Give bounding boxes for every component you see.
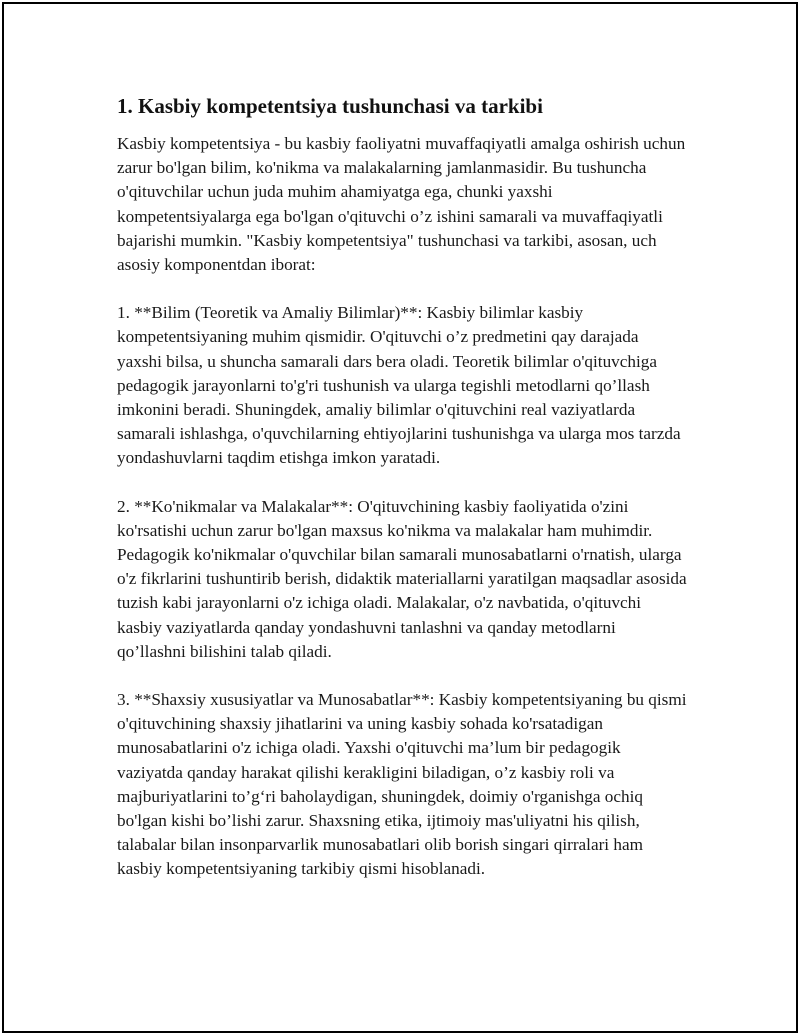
personal-qualities-paragraph: 3. **Shaxsiy xususiyatlar va Munosabatlar**: Kasbiy kompetentsiyaning bu qismi o'qituvchining shaxsiy jihatlarini va uning kasbiy sohada ko'rsatadigan munosabatlarini o'z ichiga oladi. Yaxshi o'qituvchi ma’lum bir pedagogik vaziyatda qanday harakat qilishi kerakligini biladigan, o’z kasbiy roli va majburiyatlarini to’g‘ri baholaydigan, shuningdek, doimiy o'rganishga ochiq bo'lgan kishi bo’lishi zarur. Shaxsning etika, ijtimoiy mas'uliyatni his qilish, talabalar bilan insonparvarlik munosabatlari olib borish singari qirralari ham kasbiy kompetentsiyaning tarkibiy qismi hisoblanadi. bbox=[117, 690, 687, 879]
intro-paragraph: Kasbiy kompetentsiya - bu kasbiy faoliyatni muvaffaqiyatli amalga oshirish uchun zarur bo'lgan bilim, ko'nikma va malakalarning jamlanmasidir. Bu tushuncha o'qituvchilar uchun juda muhim ahamiyatga ega, chunki yaxshi kompetentsiyalarga ega bo'lgan o'qituvchi o’z ishini samarali va muvaffaqiyatli bajarishi mumkin. "Kasbiy kompetentsiya" tushunchasi va tarkibi, asosan, uch asosiy komponentdan iborat: bbox=[117, 134, 686, 275]
knowledge-paragraph: 1. **Bilim (Teoretik va Amaliy Bilimlar)**: Kasbiy bilimlar kasbiy kompetentsiyaning muhim qismidir. O'qituvchi o’z predmetini qay darajada yaxshi bilsa, u shuncha samarali dars bera oladi. Teoretik bilimlar o'qituvchiga pedagogik jarayonlarni to'g'ri tushunish va ularga tegishli metodlarni qo’llash imkonini beradi. Shuningdek, amaliy bilimlar o'qituvchini real vaziyatlarda samarali ishlashga, o'quvchilarning ehtiyojlarini tushunishga va ularga mos tarzda yondashuvlarni taqdim etishga imkon yaratadi. bbox=[117, 303, 681, 468]
document-title: 1. Kasbiy kompetentsiya tushunchasi va tarkibi bbox=[117, 94, 543, 118]
skills-paragraph: 2. **Ko'nikmalar va Malakalar**: O'qituvchining kasbiy faoliyatida o'zini ko'rsatishi uchun zarur bo'lgan maxsus ko'nikma va malakalar ham muhimdir. Pedagogik ko'nikmalar o'quvchilar bilan samarali munosabatlarni o'rnatish, ularga o'z fikrlarini tushuntirib berish, didaktik materiallarni yaratilgan maqsadlar asosida tuzish kabi jarayonlarni o'z ichiga oladi. Malakalar, o'z navbatida, o'qituvchi kasbiy vaziyatlarda qanday yondashuvni tanlashni va qanday metodlarni qo’llashni bilishini talab qiladi. bbox=[117, 496, 687, 661]
document-body bbox=[117, 92, 687, 906]
